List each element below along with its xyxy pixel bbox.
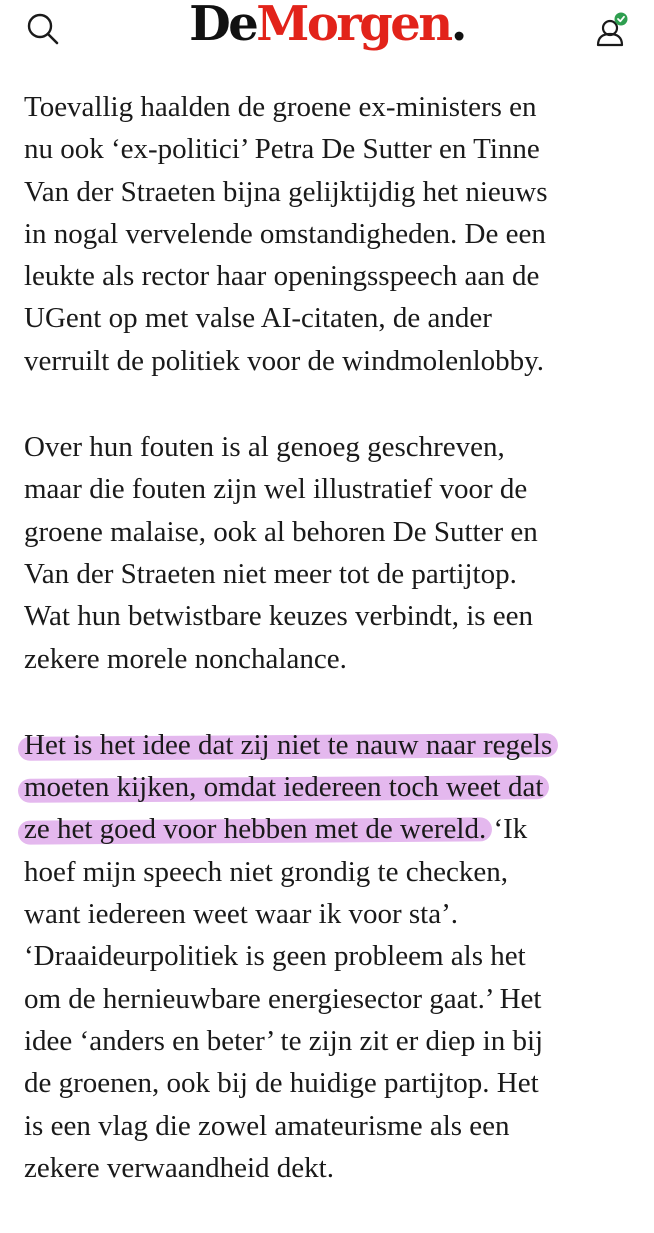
paragraph-line: groene malaise, ook al behoren De Sutter en [24, 515, 538, 548]
paragraph-line: de groenen, ook bij de huidige partijtop. Het [24, 1067, 539, 1100]
logo-dot: . [450, 0, 465, 52]
paragraph-line: Toevallig haalden de groene ex-ministers en [24, 91, 537, 123]
paragraph-line: UGent op met valse AI-citaten, de ander [24, 302, 492, 335]
quote-start: ‘Ik [486, 813, 528, 846]
paragraph-line: zekere morele nonchalance. [24, 642, 347, 675]
highlighted-text: Het is het idee dat zij niet te nauw naar regels [24, 728, 553, 761]
paragraph-line [24, 766, 644, 808]
paragraph-line: idee ‘anders en beter’ te zijn zit er diep in bij [24, 1024, 544, 1057]
paragraph-line: maar die fouten zijn wel illustratief voor de [24, 473, 528, 506]
paragraph-line: in nogal vervelende omstandigheden. De een [24, 217, 546, 250]
paragraph-line: leukte als rector haar openingsspeech aan de [24, 260, 540, 293]
paragraph-line: om de hernieuwbare energiesector gaat.’ Het [24, 982, 542, 1015]
paragraph-line: Van der Straeten niet meer tot de partijtop. [24, 557, 517, 590]
logo[interactable] [0, 0, 654, 52]
highlighted-text: moeten kijken, omdat iedereen toch weet dat [24, 771, 544, 804]
paragraph-line: nu ook ‘ex-politici’ Petra De Sutter en Tinne [24, 133, 540, 166]
paragraph-line: Over hun fouten is al genoeg geschreven, [24, 431, 505, 464]
paragraph-3 [24, 724, 644, 1189]
paragraph-line: ‘Draaideurpolitiek is geen probleem als het [24, 940, 526, 973]
logo-part-de: De [189, 0, 257, 52]
paragraph-line: Van der Straeten bijna gelijktijdig het nieuws [24, 175, 548, 208]
account-button[interactable] [590, 8, 634, 52]
paragraph-2 [24, 426, 644, 680]
user-verified-icon [590, 8, 634, 52]
paragraph-1 [24, 86, 644, 382]
article-body [24, 86, 644, 1233]
paragraph-line: verruilt de politiek voor de windmolenlobby. [24, 344, 545, 377]
top-bar [0, 0, 654, 60]
paragraph-line [24, 724, 644, 766]
paragraph-line: zekere verwaandheid dekt. [24, 1151, 334, 1184]
paragraph-line: hoef mijn speech niet grondig te checken, [24, 855, 508, 888]
logo-part-morgen: Morgen [256, 0, 451, 52]
highlighted-text: ze het goed voor hebben met de wereld. [24, 813, 487, 846]
paragraph-line [24, 808, 644, 850]
paragraph-line: want iedereen weet waar ik voor sta’. [24, 898, 458, 931]
paragraph-line: Wat hun betwistbare keuzes verbindt, is een [24, 600, 534, 633]
paragraph-line: is een vlag die zowel amateurisme als een [24, 1109, 510, 1142]
